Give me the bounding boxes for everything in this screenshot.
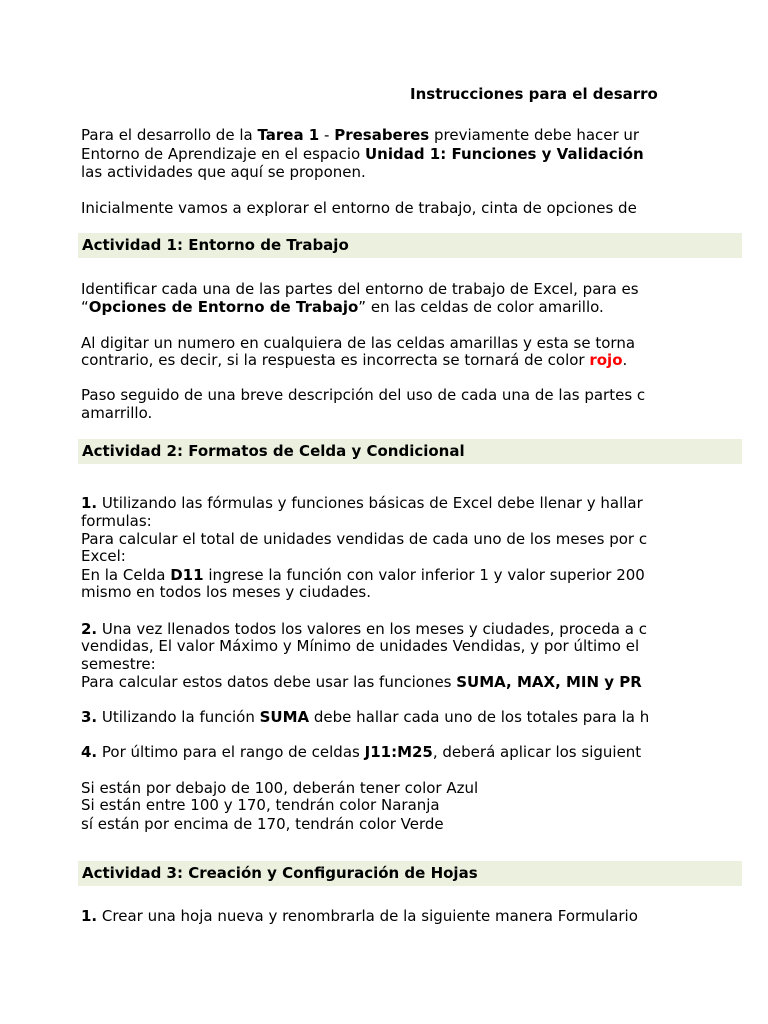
text-bold: SUMA, MAX, MIN y PR [456, 673, 642, 691]
act1-p3-line-1: Paso seguido de una breve descripción del uso de cada una de las partes c [81, 386, 646, 404]
text: Para el desarrollo de la [81, 126, 258, 144]
step-number: 1. [81, 907, 98, 925]
act2-s1-line-1 [81, 494, 643, 512]
intro-line-2 [81, 145, 644, 163]
act2-condition-2: Si están entre 100 y 170, tendrán color Naranja [81, 796, 440, 814]
section-heading: Actividad 3: Creación y Configuración de Hojas [82, 864, 478, 882]
act1-p1-line-1: Identificar cada una de las partes del entorno de trabajo de Excel, para es [81, 280, 639, 298]
act2-s2-line-2: vendidas, El valor Máximo y Mínimo de unidades Vendidas, y por último el [81, 637, 640, 655]
text: Crear una hoja nueva y renombrarla de la siguiente manera Formulario [97, 907, 638, 925]
text: Por último para el rango de celdas [97, 743, 365, 761]
text: En la Celda [81, 566, 171, 584]
text: contrario, es decir, si la respuesta es incorrecta se tornará de color [81, 351, 590, 369]
act2-s3-line [81, 708, 649, 726]
step-number: 2. [81, 620, 98, 638]
act1-p3-line-2: amarrillo. [81, 404, 153, 422]
text-bold: Presaberes [334, 126, 430, 144]
text-bold: J11:M25 [364, 743, 433, 761]
text: - [319, 126, 335, 144]
text-bold: Opciones de Entorno de Trabajo [88, 298, 359, 316]
text: . [622, 351, 628, 369]
text: Utilizando la función [97, 708, 260, 726]
intro-line-1 [81, 126, 639, 144]
text: Entorno de Aprendizaje en el espacio [81, 145, 365, 163]
step-number: 3. [81, 708, 98, 726]
act1-p2-line-2 [81, 351, 627, 369]
act2-s2-line-1 [81, 620, 647, 638]
text-bold: SUMA [259, 708, 310, 726]
text: debe hallar cada uno de los totales para la h [309, 708, 650, 726]
text-bold: D11 [170, 566, 204, 584]
text: Una vez llenados todos los valores en los meses y ciudades, proceda a c [97, 620, 647, 638]
act1-p2-line-1: Al digitar un numero en cualquiera de las celdas amarillas y esta se torna [81, 334, 636, 352]
act2-condition-1: Si están por debajo de 100, deberán tener color Azul [81, 779, 479, 797]
text: previamente debe hacer ur [429, 126, 640, 144]
section-heading: Actividad 1: Entorno de Trabajo [82, 236, 349, 254]
act2-condition-3: sí están por encima de 170, tendrán color Verde [81, 815, 444, 833]
step-number: 4. [81, 743, 98, 761]
act3-s1-line [81, 907, 638, 925]
act1-p1-line-2 [81, 298, 604, 316]
text: ” en las celdas de color amarillo. [358, 298, 604, 316]
act2-s1-line-6: mismo en todos los meses y ciudades. [81, 583, 372, 601]
intro-line-4: Inicialmente vamos a explorar el entorno de trabajo, cinta de opciones de [81, 199, 637, 217]
step-number: 1. [81, 494, 98, 512]
text: Utilizando las fórmulas y funciones básicas de Excel debe llenar y hallar [97, 494, 643, 512]
intro-line-3: las actividades que aquí se proponen. [81, 163, 366, 181]
act2-s1-line-2: formulas: [81, 512, 152, 530]
act2-s1-line-5 [81, 566, 645, 584]
text: “ [81, 298, 89, 316]
act2-s1-line-4: Excel: [81, 547, 126, 565]
text: ingrese la función con valor inferior 1 y valor superior 200 [203, 566, 645, 584]
page-title: Instrucciones para el desarro [410, 85, 658, 103]
text: , deberá aplicar los siguient [432, 743, 642, 761]
act2-s4-line [81, 743, 641, 761]
text-bold: Unidad 1: Funciones y Validación [364, 145, 644, 163]
act2-s1-line-3: Para calcular el total de unidades vendidas de cada uno de los meses por c [81, 530, 648, 548]
act2-s2-line-4 [81, 673, 642, 691]
act2-s2-line-3: semestre: [81, 655, 156, 673]
section-heading: Actividad 2: Formatos de Celda y Condicional [82, 442, 465, 460]
text-red-bold: rojo [589, 351, 623, 369]
text: Para calcular estos datos debe usar las funciones [81, 673, 457, 691]
text-bold: Tarea 1 [257, 126, 320, 144]
